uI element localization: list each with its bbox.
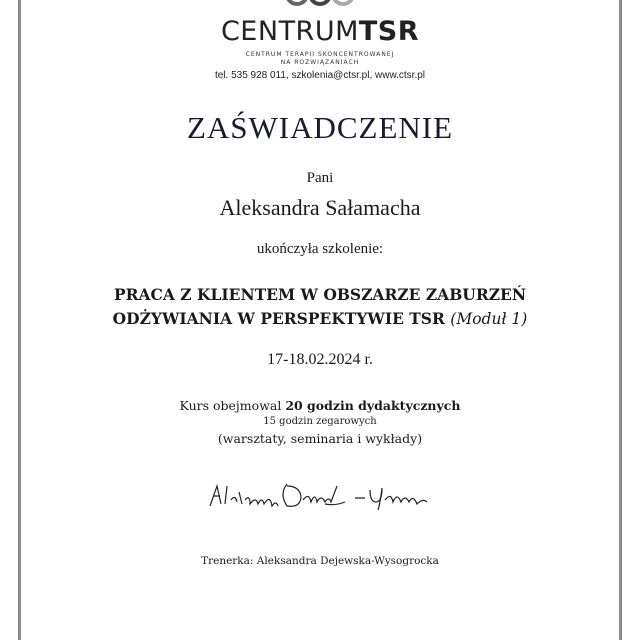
logo-wordmark: CENTRUMTSR (220, 16, 420, 47)
hours-text: Kurs obejmowal 20 godzin dydaktycznych (179, 398, 461, 413)
completed-text: ukończyła szkolenie: (256, 241, 384, 257)
trainer-name: Trenerka: Aleksandra Dejewska-Wysogrocka (201, 555, 439, 567)
recipient-name: Aleksandra Sałamacha (219, 195, 421, 220)
salutation: Pani (306, 170, 334, 186)
course-title: PRACA Z KLIENTEM W OBSZARZE ZABURZEŃ ODŻYWIANIA W PERSPEKTYWIE TSR (Moduł 1) (112, 285, 528, 328)
logo-subtitle: CENTRUM TERAPII SKONCENTROWANEJ NA ROZWIĄZANIACH (245, 51, 395, 66)
course-date: 17-18.02.2024 r. (267, 351, 373, 368)
contact-info: tel. 535 928 011, szkolenia@ctsr.pl, www.ctsr.pl (214, 70, 426, 81)
clock-hours: 15 godzin zegarowych (263, 416, 377, 427)
signature (205, 478, 435, 518)
logo-rings-icon (282, 0, 358, 10)
certificate-title: ZAŚWIADCZENIE (186, 110, 454, 145)
course-types: (warsztaty, seminaria i wykłady) (217, 431, 423, 446)
